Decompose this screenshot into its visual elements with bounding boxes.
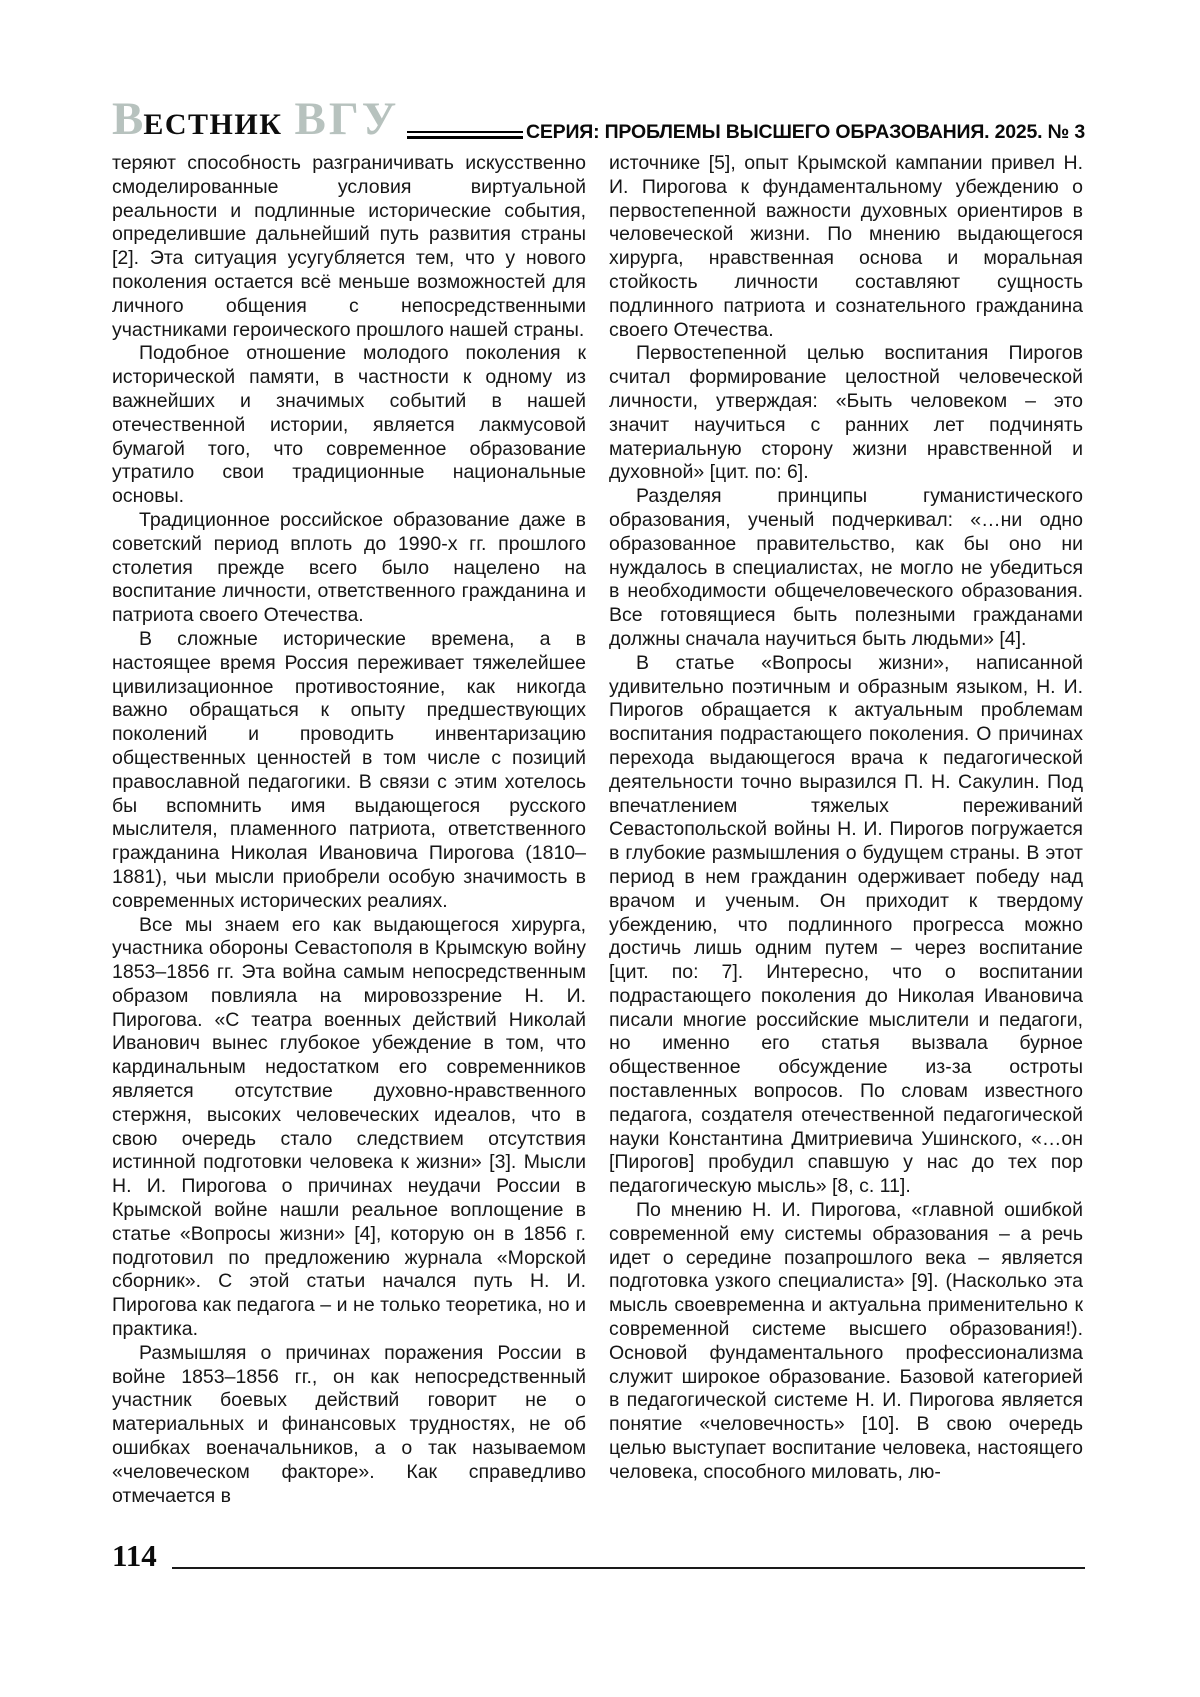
series-title: СЕРИЯ: ПРОБЛЕМЫ ВЫСШЕГО ОБРАЗОВАНИЯ. 2025. № 3 <box>525 120 1085 143</box>
article-body <box>112 152 1083 1508</box>
logo-initial-letter: В <box>112 93 144 145</box>
page-footer <box>112 1540 1085 1571</box>
left-column <box>112 152 586 1508</box>
header-double-rule <box>407 131 523 139</box>
footer-rule <box>172 1567 1085 1569</box>
paragraph: В статье «Вопросы жизни», написанной удивительно поэтичным и образным языком, Н. И. Пирогов обращается к актуальным проблемам воспитания подрастающего поколения. О причинах перехода выдающегося врача к педагогической деятельности точно выразился П. Н. Сакулин. Под впечатлением тяжелых переживаний Севастопольской войны Н. И. Пирогов погружается в глубокие размышления о будущем страны. В этот период в нем гражданин одерживает победу над врачом и ученым. Он приходит к твердому убеждению, что подлинного прогресса можно достичь лишь одним путем – через воспитание [цит. по: 7]. Интересно, что о воспитании подрастающего поколения до Николая Ивановича писали многие российские мыслители и педагоги, но именно его статья вызвала бурное общественное обсуждение из-за остроты поставленных вопросов. По словам известного педагога, создателя отечественной педагогической науки Константина Дмитриевича Ушинского, «…он [Пирогов] пробудил спавшую у нас до тех пор педагогическую мысль» [8, с. 11]. <box>609 651 1083 1198</box>
paragraph: Разделяя принципы гуманистического образования, ученый подчеркивал: «…ни одно образованное правительство, как бы оно ни нуждалось в специалистах, не могло не убедиться в необходимости общечеловеческого образования. Все готовящиеся быть полезными гражданами должны сначала научиться быть людьми» [4]. <box>609 485 1083 650</box>
paragraph: Первостепенной целью воспитания Пирогов считал формирование целостной человеческой личности, утверждая: «Быть человеком – это значит научиться с ранних лет подчинять материальную сторону жизни нравственной и духовной» [цит. по: 6]. <box>609 342 1083 484</box>
paragraph: В сложные исторические времена, а в настоящее время Россия переживает тяжелейшее цивилизационное противостояние, как никогда важно обращаться к опыту предшествующих поколений и проводить инвентаризацию общественных ценностей в том числе с позиций православной педагогики. В связи с этим хотелось бы вспомнить имя выдающегося русского мыслителя, пламенного патриота, ответственного гражданина Николая Ивановича Пирогова (1810–1881), чьи мысли приобрели особую значимость в современных исторических реалиях. <box>112 627 586 912</box>
right-column <box>609 152 1083 1508</box>
logo-word-rest: ЕСТНИК <box>143 108 283 141</box>
paragraph: источнике [5], опыт Крымской кампании привел Н. И. Пирогова к фундаментальному убеждению о первостепенной важности духовных ориентиров в человеческой жизни. По мнению выдающегося хирурга, нравственная основа и моральная стойкость личности составляют сущность подлинного патриота и сознательного гражданина своего Отечества. <box>609 152 1083 341</box>
page-header <box>112 93 1085 145</box>
paragraph: Размышляя о причинах поражения России в войне 1853–1856 гг., он как непосредственный участник боевых действий говорит не о материальных и финансовых трудностях, не об ошибках военачальников, а о так называемом «человеческом факторе». Как справедливо отмечается в <box>112 1341 586 1507</box>
paragraph: Традиционное российское образование даже в советский период вплоть до 1990-х гг. прошлого столетия прежде всего было нацелено на воспитание личности, ответственного гражданина и патриота своего Отечества. <box>112 508 586 627</box>
page-number: 114 <box>112 1538 157 1573</box>
journal-logo <box>112 93 400 145</box>
logo-university-abbr: ВГУ <box>294 93 400 145</box>
paragraph: По мнению Н. И. Пирогова, «главной ошибкой современной ему системы образования – а речь идет о середине позапрошлого века – является подготовка узкого специалиста» [9]. (Насколько эта мысль своевременна и актуальна применительно к современной системе высшего образования!). Основой фундаментального профессионализма служит широкое образование. Базовой категорией в педагогической системе Н. И. Пирогова является понятие «человечность» [10]. В свою очередь целью выступает воспитание человека, настоящего человека, способного миловать, лю- <box>609 1199 1083 1483</box>
paragraph: Подобное отношение молодого поколения к исторической памяти, в частности к одному из важнейших и значимых событий в нашей отечественной истории, является лакмусовой бумагой того, что современное образование утратило свои традиционные национальные основы. <box>112 342 586 508</box>
paragraph: теряют способность разграничивать искусственно смоделированные условия виртуальной реальности и подлинные исторические события, определившие дальнейший путь развития страны [2]. Эта ситуация усугубляется тем, что у нового поколения остается всё меньше возможностей для личного общения с непосредственными участниками героического прошлого нашей страны. <box>112 152 586 341</box>
paragraph: Все мы знаем его как выдающегося хирурга, участника обороны Севастополя в Крымскую войну 1853–1856 гг. Эта война самым непосредственным образом повлияла на мировоззрение Н. И. Пирогова. «С театра военных действий Николай Иванович вынес глубокое убеждение в том, что кардинальным недостатком его современников является отсутствие духовно-нравственного стержня, высоких человеческих идеалов, что в свою очередь стало следствием отсутствия истинной подготовки человека к жизни» [3]. Мысли Н. И. Пирогова о причинах неудачи России в Крымской войне нашли реальное воплощение в статье «Вопросы жизни» [4], которую он в 1856 г. подготовил по предложению журнала «Морской сборник». С этой статьи начался путь Н. И. Пирогова как педагога – и не только теоретика, но и практика. <box>112 913 586 1341</box>
